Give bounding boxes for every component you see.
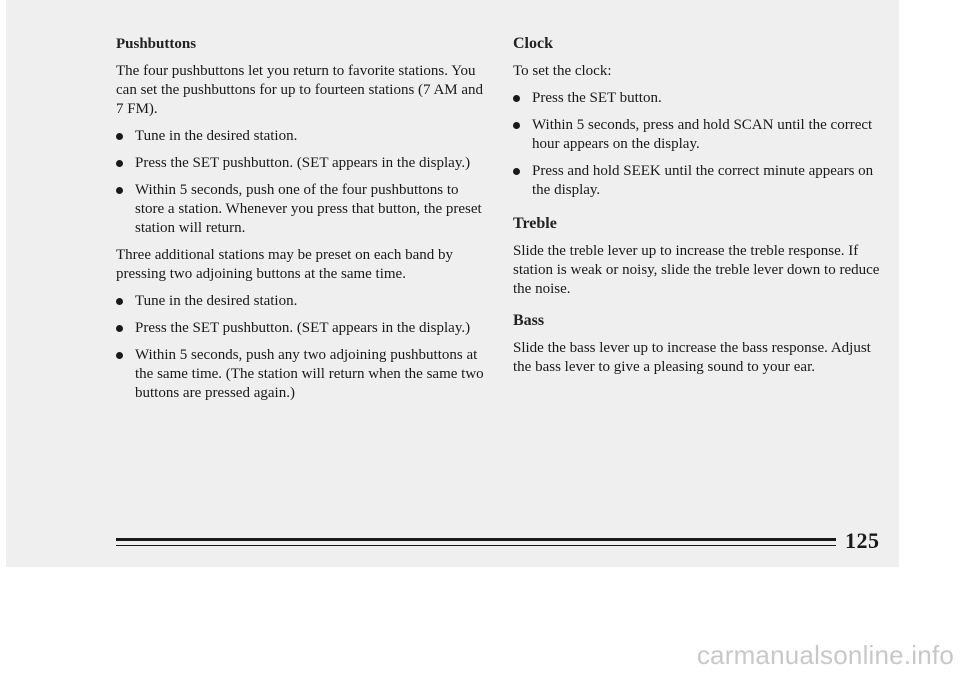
list-item: Press the SET button. [513, 89, 888, 108]
footer-rule-thin [116, 545, 836, 546]
list-item: Press the SET pushbutton. (SET appears in the display.) [116, 154, 488, 173]
additional-stations-paragraph: Three additional stations may be preset on each band by pressing two adjoining buttons at the same time. [116, 247, 453, 282]
list-item: Within 5 seconds, push any two adjoining pushbuttons at the same time. (The station will return when the same two buttons are pressed again.) [116, 346, 488, 403]
list-item: Tune in the desired station. [116, 292, 488, 311]
clock-heading: Clock [513, 35, 553, 52]
treble-heading: Treble [513, 215, 557, 232]
list-item: Press the SET pushbutton. (SET appears in the display.) [116, 319, 488, 338]
watermark-text: carmanualsonline.info [696, 640, 954, 670]
list-item: Within 5 seconds, press and hold SCAN until the correct hour appears on the display. [513, 116, 888, 154]
pushbuttons-steps-list [116, 127, 488, 238]
pushbuttons-intro: The four pushbuttons let you return to favorite stations. You can set the pushbuttons for up to fourteen stations (7 AM and 7 FM). [116, 63, 484, 117]
bass-heading: Bass [513, 312, 545, 329]
clock-steps-list [513, 89, 888, 200]
list-item: Within 5 seconds, push one of the four pushbuttons to store a station. Whenever you press that button, the preset station will return. [116, 181, 488, 238]
treble-text: Slide the treble lever up to increase the treble response. If station is weak or noisy, slide the treble lever down to reduce the noise. [513, 243, 880, 297]
additional-steps-list [116, 292, 488, 403]
bass-text: Slide the bass lever up to increase the bass response. Adjust the bass lever to give a pleasing sound to your ear. [513, 340, 871, 375]
right-column [513, 34, 888, 385]
list-item: Tune in the desired station. [116, 127, 488, 146]
footer-rule-thick [116, 538, 836, 541]
left-column [116, 34, 488, 411]
list-item: Press and hold SEEK until the correct minute appears on the display. [513, 162, 888, 200]
clock-intro: To set the clock: [513, 63, 612, 79]
pushbuttons-heading: Pushbuttons [116, 36, 197, 52]
page-number: 125 [845, 528, 880, 553]
